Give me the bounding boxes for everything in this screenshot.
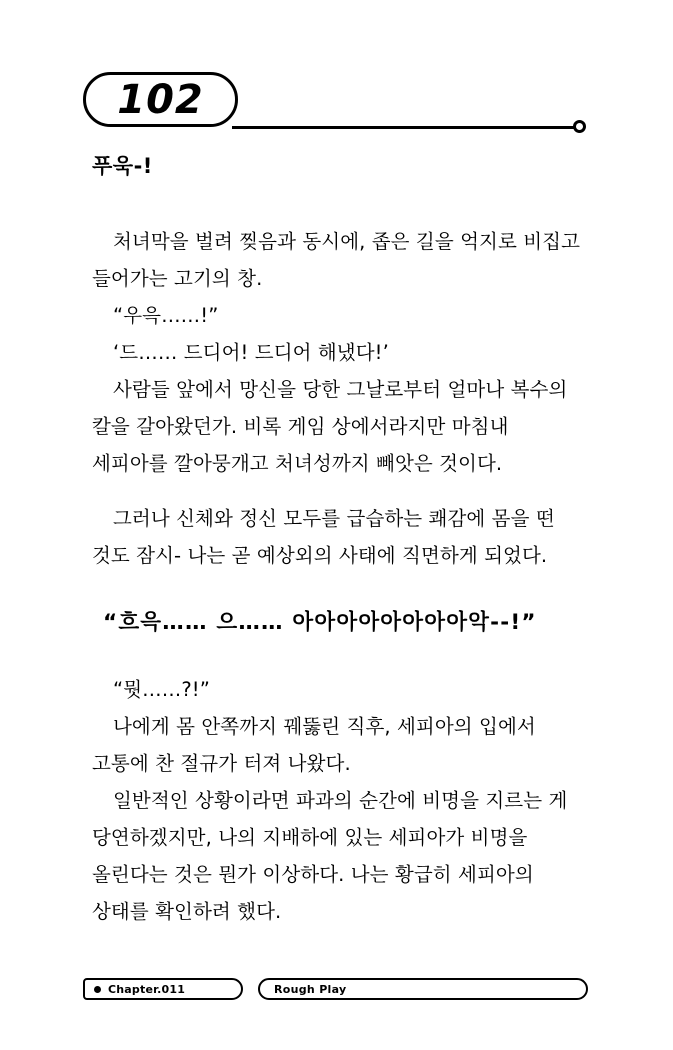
paragraph: 일반적인 상황이라면 파과의 순간에 비명을 지르는 게 당연하겠지만, 나의 지배하에 있는 세피아가 비명을 올린다는 것은 뭔가 이상하다. 나는 황급히 세피아의 상태를 확인하려 했다.: [92, 789, 568, 923]
header-rule: [232, 126, 578, 129]
page-body: [92, 148, 588, 930]
paragraph-dialogue: “우윽……!”: [113, 304, 219, 327]
spacer: [92, 574, 588, 604]
paragraph-thought: ‘드…… 드디어! 드디어 해냈다!’: [113, 341, 389, 364]
paragraph-dialogue: “뭣……?!”: [113, 678, 210, 701]
scream-line: “흐윽…… 으…… 아아아아아아아아악--!”: [103, 610, 537, 635]
page-footer: [0, 978, 673, 1004]
footer-chapter-label: Chapter.011: [108, 982, 186, 996]
header-end-dot-icon: [573, 120, 586, 133]
paragraph: 나에게 몸 안쪽까지 꿰뚫린 직후, 세피아의 입에서 고통에 찬 절규가 터져 나왔다.: [92, 715, 536, 775]
footer-title-label: Rough Play: [274, 982, 347, 996]
paragraph: 그러나 신체와 정신 모두를 급습하는 쾌감에 몸을 떤 것도 잠시- 나는 곧 예상외의 사태에 직면하게 되었다.: [92, 507, 555, 567]
spacer: [92, 482, 588, 500]
paragraph: 사람들 앞에서 망신을 당한 그날로부터 얼마나 복수의 칼을 갈아왔던가. 비록 게임 상에서라지만 마침내 세피아를 깔아뭉개고 처녀성까지 빼앗은 것이다.: [92, 378, 568, 475]
page-header: [0, 72, 673, 134]
opening-shout: 푸욱-!: [92, 154, 153, 178]
spacer: [92, 185, 588, 223]
spacer: [92, 641, 588, 671]
page-number-badge: [83, 72, 238, 127]
paragraph: 처녀막을 벌려 찢음과 동시에, 좁은 길을 억지로 비집고 들어가는 고기의 창.: [92, 230, 581, 290]
footer-chapter-badge: [83, 978, 243, 1000]
footer-title-badge: [258, 978, 588, 1000]
page-number: 102: [117, 76, 204, 123]
bullet-dot-icon: [94, 986, 101, 993]
